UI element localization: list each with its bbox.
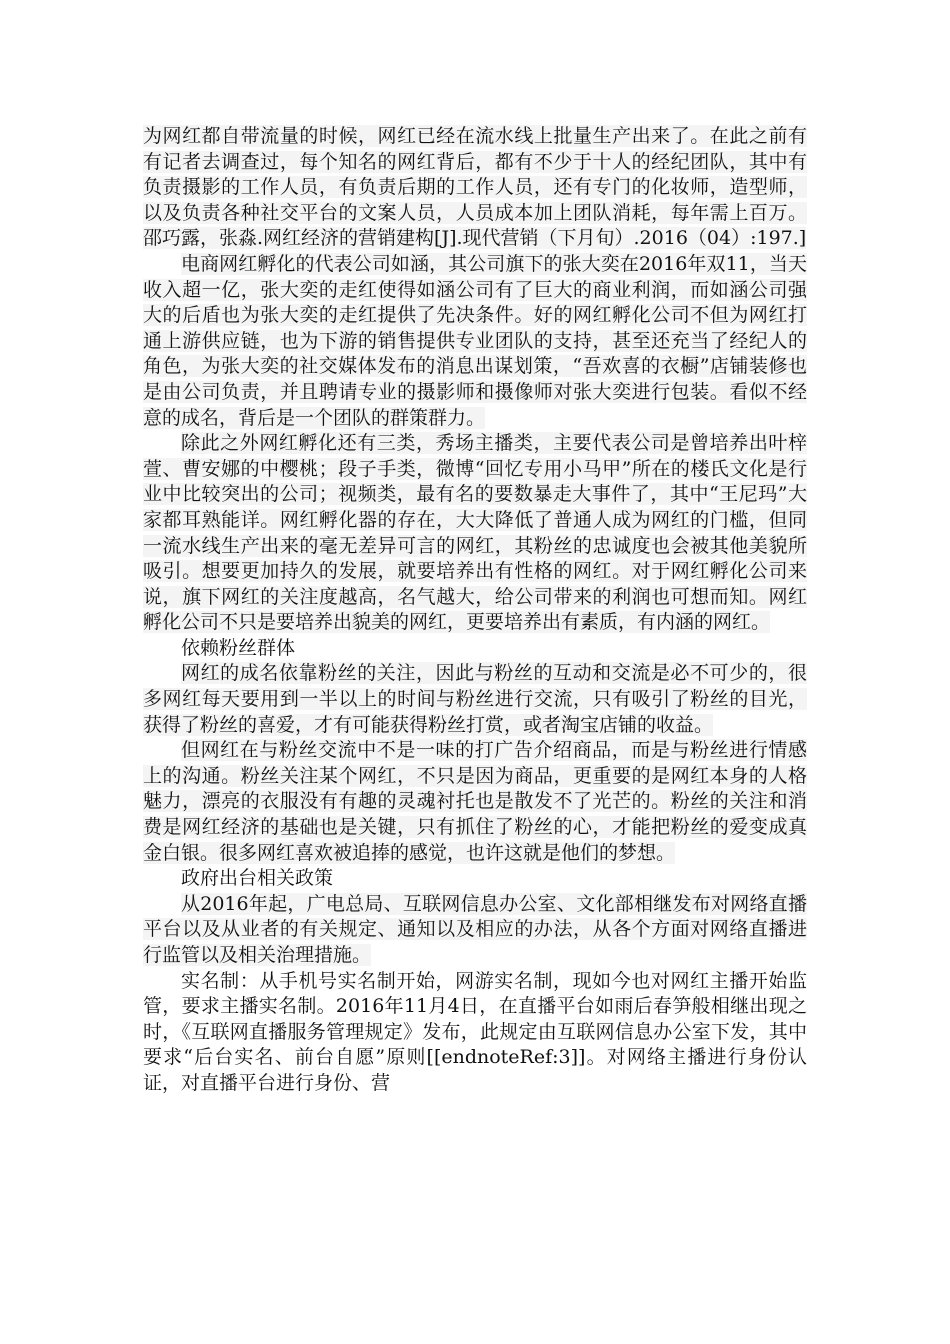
paragraph-4 bbox=[143, 661, 807, 738]
paragraph-4-text: 网红的成名依靠粉丝的关注，因此与粉丝的互动和交流是必不可少的，很多网红每天要用到一半以上的时间与粉丝进行交流，只有吸引了粉丝的目光，获得了粉丝的喜爱，才有可能获得粉丝打赏，或者淘宝店铺的收益。 bbox=[143, 662, 807, 736]
paragraph-1-text: 为网红都自带流量的时候，网红已经在流水线上批量生产出来了。在此之前有有记者去调查过，每个知名的网红背后，都有不少于十人的经纪团队，其中有负责摄影的工作人员，有负责后期的工作人员，还有专门的化妆师，造型师，以及负责各种社交平台的文案人员，人员成本加上团队消耗，每年需上百万。邵巧露，张淼.网红经济的营销建构[J].现代营销（下月旬）.2016（04）:197.] bbox=[143, 125, 807, 250]
section-heading-policy-text: 政府出台相关政策 bbox=[181, 867, 334, 890]
section-heading-policy bbox=[143, 866, 807, 892]
paragraph-7-text: 实名制：从手机号实名制开始，网游实名制，现如今也对网红主播开始监管，要求主播实名制。2016年11月4日，在直播平台如雨后春笋般相继出现之时，《互联网直播服务管理规定》发布，此规定由互联网信息办公室下发，其中要求“后台实名、前台自愿”原则[[endnoteRef:3]]。对网络主播进行身份认证，对直播平台进行身份、营 bbox=[143, 969, 807, 1094]
paragraph-2 bbox=[143, 252, 807, 431]
paragraph-6-text: 从2016年起，广电总局、互联网信息办公室、文化部相继发布对网络直播平台以及从业者的有关规定、通知以及相应的办法，从各个方面对网络直播进行监管以及相关治理措施。 bbox=[143, 892, 807, 966]
paragraph-1 bbox=[143, 124, 807, 252]
paragraph-2-text: 电商网红孵化的代表公司如涵，其公司旗下的张大奕在2016年双11，当天收入超一亿，张大奕的走红使得如涵公司有了巨大的商业利润，而如涵公司强大的后盾也为张大奕的走红提供了先决条件。好的网红孵化公司不但为网红打通上游供应链，也为下游的销售提供专业团队的支持，甚至还充当了经纪人的角色，为张大奕的社交媒体发布的消息出谋划策，“吾欢喜的衣橱”店铺装修也是由公司负责，并且聘请专业的摄影师和摄像师对张大奕进行包装。看似不经意的成名，背后是一个团队的群策群力。 bbox=[143, 252, 807, 429]
section-heading-fans bbox=[143, 636, 807, 662]
section-heading-fans-text: 依赖粉丝群体 bbox=[181, 636, 296, 659]
paragraph-3-text: 除此之外网红孵化还有三类，秀场主播类，主要代表公司是曾培养出叶梓萱、曹安娜的中樱桃；段子手类，微博“回忆专用小马甲”所在的楼氏文化是行业中比较突出的公司；视频类，最有名的要数暴走大事件了，其中“王尼玛”大家都耳熟能详。网红孵化器的存在，大大降低了普通人成为网红的门槛，但同一流水线生产出来的毫无差异可言的网红，其粉丝的忠诚度也会被其他美貌所吸引。想要更加持久的发展，就要培养出有性格的网红。对于网红孵化公司来说，旗下网红的关注度越高，名气越大，给公司带来的利润也可想而知。网红孵化公司不只是要培养出貌美的网红，更要培养出有素质，有内涵的网红。 bbox=[143, 432, 807, 634]
paragraph-5 bbox=[143, 738, 807, 866]
paragraph-3 bbox=[143, 431, 807, 636]
document-body bbox=[143, 124, 807, 1097]
paragraph-6 bbox=[143, 892, 807, 969]
paragraph-5-text: 但网红在与粉丝交流中不是一味的打广告介绍商品，而是与粉丝进行情感上的沟通。粉丝关注某个网红，不只是因为商品，更重要的是网红本身的人格魅力，漂亮的衣服没有有趣的灵魂衬托也是散发不了光芒的。粉丝的关注和消费是网红经济的基础也是关键，只有抓住了粉丝的心，才能把粉丝的爱变成真金白银。很多网红喜欢被追捧的感觉，也许这就是他们的梦想。 bbox=[143, 739, 807, 864]
paragraph-7 bbox=[143, 969, 807, 1097]
